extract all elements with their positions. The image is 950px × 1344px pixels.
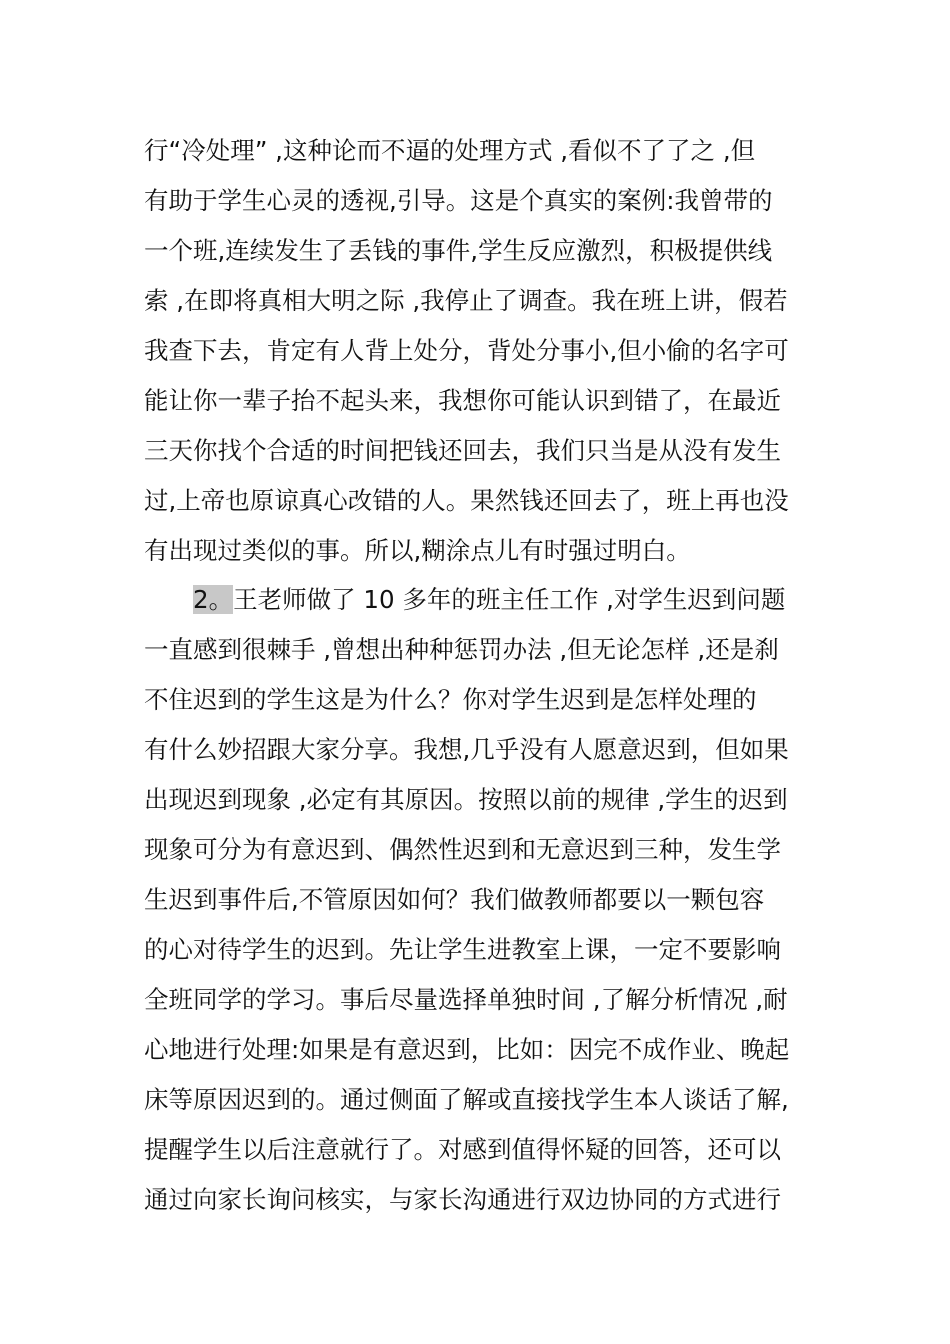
text-line-rest: 王老师做了 10 多年的班主任工作 ,对学生迟到问题 bbox=[233, 585, 786, 614]
paragraph-2-first-line bbox=[144, 575, 812, 625]
text-line: 通过向家长询问核实，与家长沟通进行双边协同的方式进行 bbox=[144, 1185, 781, 1214]
text-line: 有出现过类似的事。所以,糊涂点儿有时强过明白。 bbox=[144, 536, 691, 565]
text-line: 出现迟到现象 ,必定有其原因。按照以前的规律 ,学生的迟到 bbox=[144, 785, 788, 814]
text-line: 生迟到事件后,不管原因如何？我们做教师都要以一颗包容 bbox=[144, 885, 765, 914]
paragraph-2 bbox=[144, 575, 812, 1225]
text-line: 不住迟到的学生这是为什么？你对学生迟到是怎样处理的 bbox=[144, 685, 757, 714]
text-line: 心地进行处理:如果是有意迟到，比如：因完不成作业、晚起 bbox=[144, 1035, 790, 1064]
text-line: 全班同学的学习。事后尽量选择单独时间 ,了解分析情况 ,耐 bbox=[144, 985, 788, 1014]
text-line: 索 ,在即将真相大明之际 ,我停止了调查。我在班上讲，假若 bbox=[144, 286, 788, 315]
item-number-highlight: 2。 bbox=[193, 585, 234, 614]
text-line: 的心对待学生的迟到。先让学生进教室上课，一定不要影响 bbox=[144, 935, 781, 964]
text-line: 有什么妙招跟大家分享。我想,几乎没有人愿意迟到，但如果 bbox=[144, 735, 789, 764]
text-line: 行“冷处理” ,这种论而不逼的处理方式 ,看似不了了之 ,但 bbox=[144, 136, 756, 165]
text-line: 有助于学生心灵的透视,引导。这是个真实的案例:我曾带的 bbox=[144, 186, 773, 215]
text-line: 三天你找个合适的时间把钱还回去，我们只当是从没有发生 bbox=[144, 436, 781, 465]
text-line: 床等原因迟到的。通过侧面了解或直接找学生本人谈话了解, bbox=[144, 1085, 789, 1114]
text-line: 一直感到很棘手 ,曾想出种种惩罚办法 ,但无论怎样 ,还是刹 bbox=[144, 635, 779, 664]
paragraph-1 bbox=[144, 126, 812, 576]
text-line: 过,上帝也原谅真心改错的人。果然钱还回去了，班上再也没 bbox=[144, 486, 789, 515]
text-line: 我查下去，肯定有人背上处分，背处分事小,但小偷的名字可 bbox=[144, 336, 789, 365]
text-line: 现象可分为有意迟到、偶然性迟到和无意迟到三种，发生学 bbox=[144, 835, 781, 864]
text-line: 能让你一辈子抬不起头来，我想你可能认识到错了，在最近 bbox=[144, 386, 781, 415]
text-line: 提醒学生以后注意就行了。对感到值得怀疑的回答，还可以 bbox=[144, 1135, 781, 1164]
text-line: 一个班,连续发生了丢钱的事件,学生反应激烈，积极提供线 bbox=[144, 236, 773, 265]
